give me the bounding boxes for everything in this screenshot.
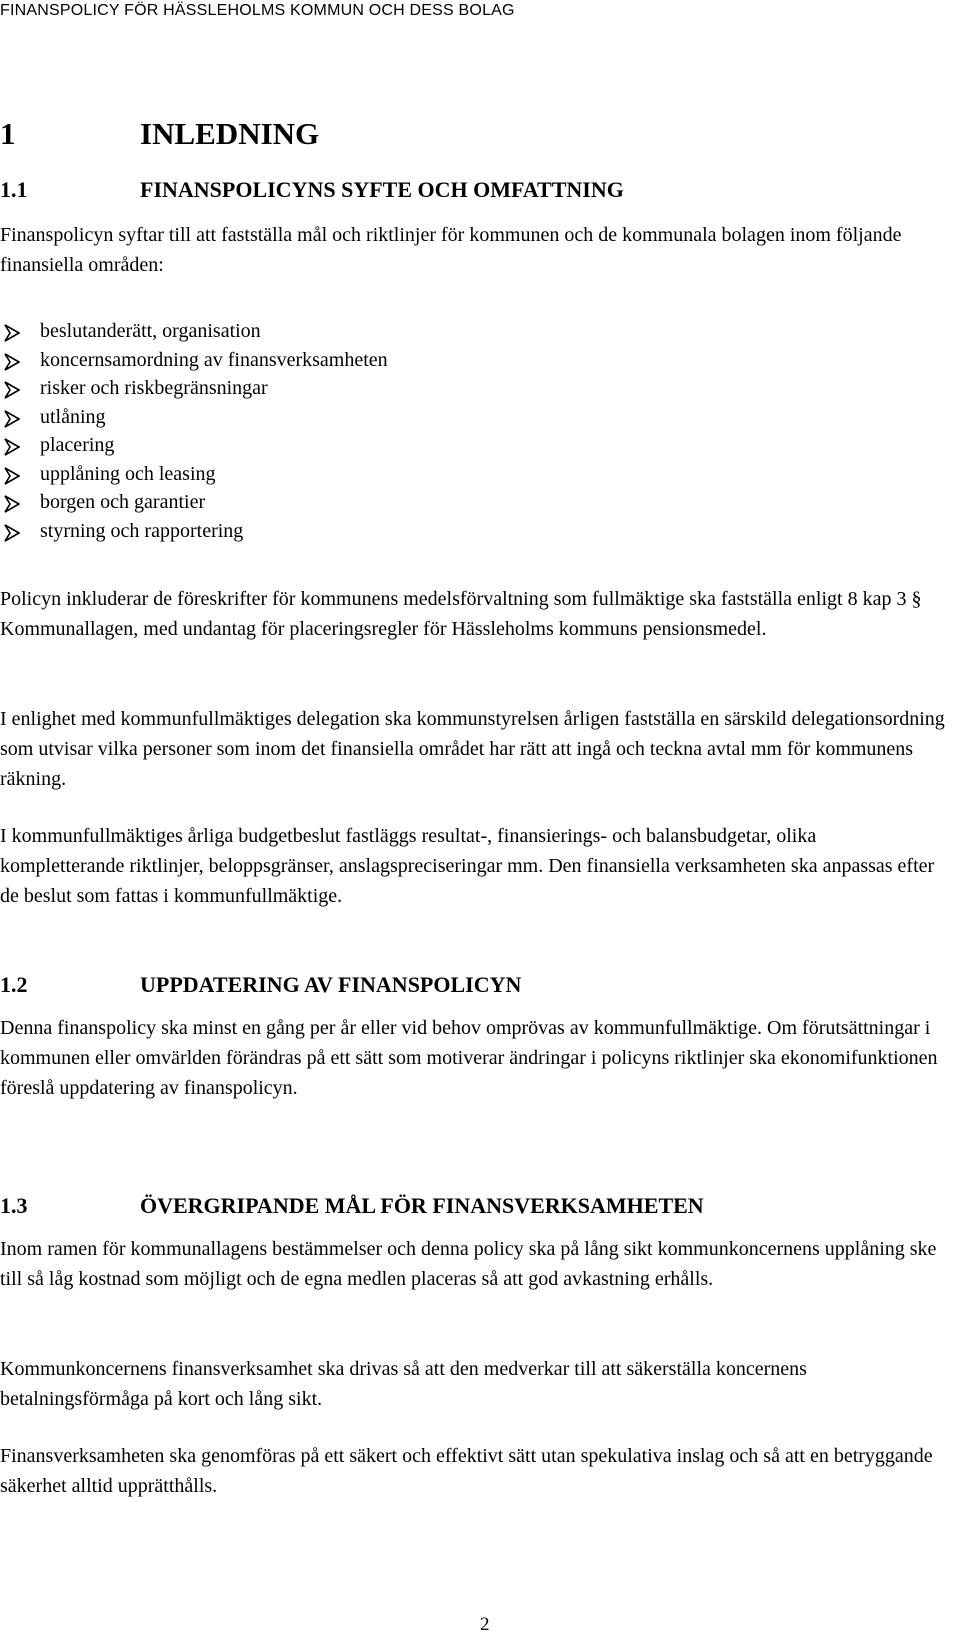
arrow-bullet-icon [4, 522, 20, 540]
arrow-bullet-icon [4, 493, 20, 511]
section-heading-1-1 [0, 177, 624, 203]
body-paragraph: Finansverksamheten ska genomföras på ett säkert och effektivt sätt utan spekulativa inslag och så att en betryggande säkerhet alltid upprätthålls. [0, 1445, 933, 1497]
section-title: ÖVERGRIPANDE MÅL FÖR FINANSVERKSAMHETEN [140, 1193, 704, 1218]
chapter-number: 1 [0, 116, 16, 151]
running-header: FINANSPOLICY FÖR HÄSSLEHOLMS KOMMUN OCH DESS BOLAG [0, 2, 515, 19]
section-title: UPPDATERING AV FINANSPOLICYN [140, 972, 522, 997]
body-paragraph: I enlighet med kommunfullmäktiges delegation ska kommunstyrelsen årligen fastställa en särskild delegationsordning som utvisar vilka personer som inom det finansiella området har rätt att ingå och teckna avtal mm för kommunens räkning. [0, 708, 945, 790]
arrow-bullet-icon [4, 408, 20, 426]
section-heading-1-3 [0, 1193, 704, 1219]
body-paragraph: I kommunfullmäktiges årliga budgetbeslut fastläggs resultat-, finansierings- och balansbudgetar, olika kompletterande riktlinjer, beloppsgränser, anslagspreciseringar mm. Den finansiella verksamheten ska anpassas efter de beslut som fattas i kommunfullmäktige. [0, 825, 935, 907]
list-item: beslutanderätt, organisation [0, 317, 388, 346]
list-item: upplåning och leasing [0, 460, 388, 489]
list-item: styrning och rapportering [0, 517, 388, 546]
section-heading-1-2 [0, 972, 521, 998]
arrow-bullet-icon [4, 379, 20, 397]
list-item: borgen och garantier [0, 488, 388, 517]
body-paragraph: Policyn inkluderar de föreskrifter för kommunens medelsförvaltning som fullmäktige ska fastställa enligt 8 kap 3 § Kommunallagen, med undantag för placeringsregler för Hässleholms kommuns pensionsmedel. [0, 588, 922, 640]
arrow-bullet-icon [4, 436, 20, 454]
list-item: utlåning [0, 403, 388, 432]
arrow-bullet-icon [4, 322, 20, 340]
chapter-heading [0, 116, 319, 152]
section-number: 1.3 [0, 1193, 28, 1218]
intro-paragraph: Finanspolicyn syftar till att fastställa mål och riktlinjer för kommunen och de kommunala bolagen inom följande finansiella områden: [0, 224, 902, 276]
list-item: placering [0, 431, 388, 460]
list-item: koncernsamordning av finansverksamheten [0, 346, 388, 375]
section-title: FINANSPOLICYNS SYFTE OCH OMFATTNING [140, 177, 624, 202]
page-number: 2 [480, 1614, 490, 1635]
arrow-bullet-icon [4, 351, 20, 369]
section-number: 1.1 [0, 177, 28, 202]
arrow-bullet-icon [4, 465, 20, 483]
bullet-list [0, 317, 388, 545]
body-paragraph: Denna finanspolicy ska minst en gång per år eller vid behov omprövas av kommunfullmäktige. Om förutsättningar i kommunen eller omvärlden förändras på ett sätt som motiverar ändringar i policyns riktlinjer ska ekonomifunktionen föreslå uppdatering av finanspolicyn. [0, 1017, 938, 1099]
chapter-title: INLEDNING [140, 116, 320, 151]
body-paragraph: Inom ramen för kommunallagens bestämmelser och denna policy ska på lång sikt kommunkoncernens upplåning ske till så låg kostnad som möjligt och de egna medlen placeras så att god avkastning erhålls. [0, 1238, 937, 1290]
body-paragraph: Kommunkoncernens finansverksamhet ska drivas så att den medverkar till att säkerställa koncernens betalningsförmåga på kort och lång sikt. [0, 1358, 807, 1410]
section-number: 1.2 [0, 972, 28, 997]
list-item: risker och riskbegränsningar [0, 374, 388, 403]
